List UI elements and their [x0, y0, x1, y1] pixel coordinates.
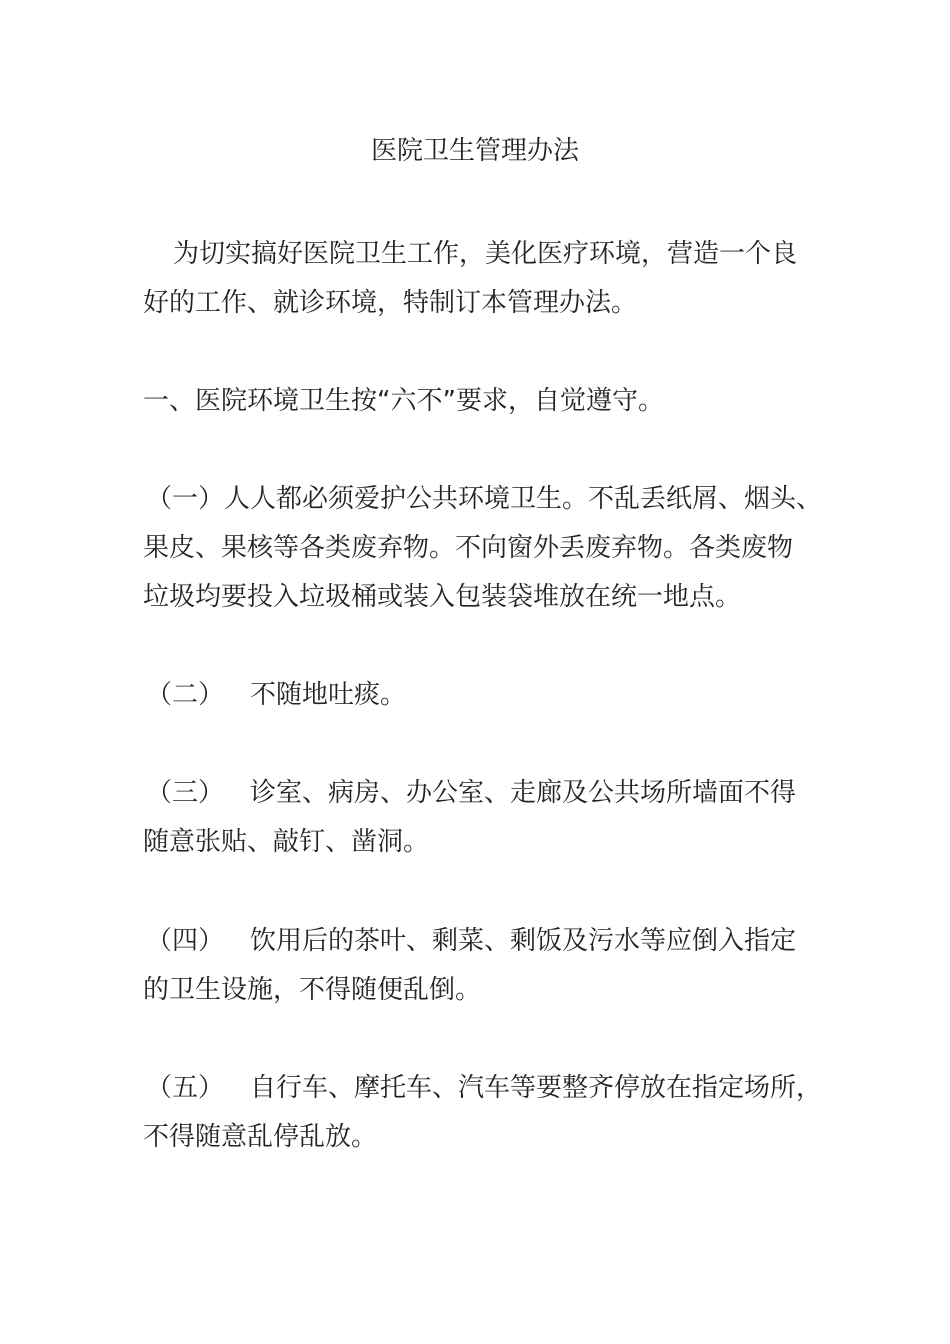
section-heading [143, 377, 803, 426]
item-5-line-1 [143, 1064, 823, 1113]
intro-paragraph [143, 230, 803, 328]
item-3-text-1: 诊室、病房、办公室、走廊及公共场所墙面不得 [250, 778, 797, 808]
item-3-label: （三） [146, 778, 225, 808]
section-1-heading: 一、医院环境卫生按“六不”要求，自觉遵守。 [143, 386, 664, 416]
item-2-text-1: 不随地吐痰。 [250, 680, 407, 710]
item-4-label: （四） [146, 926, 225, 956]
item-1-text-1: 人人都必须爱护公共环境卫生。不乱丢纸屑、烟头、 [224, 484, 823, 514]
page-title: 医院卫生管理办法 [370, 136, 579, 166]
intro-line-2: 好的工作、就诊环境，特制订本管理办法。 [143, 288, 638, 318]
list-item-2 [143, 671, 803, 720]
item-2-line-1 [143, 671, 803, 720]
item-1-line-1 [143, 475, 823, 524]
item-4-line-2: 的卫生设施，不得随便乱倒。 [143, 975, 482, 1005]
intro-line-1: 为切实搞好医院卫生工作，美化医疗环境，营造一个良 [173, 239, 798, 269]
item-1-line-3: 垃圾均要投入垃圾桶或装入包装袋堆放在统一地点。 [143, 582, 742, 612]
list-item-5 [143, 1064, 823, 1162]
item-5-label: （五） [146, 1073, 225, 1103]
item-5-text-1: 自行车、摩托车、汽车等要整齐停放在指定场所， [250, 1073, 823, 1103]
item-2-label: （二） [146, 680, 225, 710]
item-5-line-2: 不得随意乱停乱放。 [143, 1122, 378, 1152]
list-item-3 [143, 769, 803, 867]
item-3-line-2: 随意张贴、敲钉、凿洞。 [143, 827, 430, 857]
item-1-label: （一） [146, 484, 225, 514]
item-4-text-1: 饮用后的茶叶、剩菜、剩饭及污水等应倒入指定 [250, 926, 797, 956]
item-4-line-1 [143, 917, 803, 966]
list-item-4 [143, 917, 803, 1015]
item-1-line-2: 果皮、果核等各类废弃物。不向窗外丢废弃物。各类废物 [143, 533, 794, 563]
list-item-1 [143, 475, 823, 622]
item-3-line-1 [143, 769, 803, 818]
